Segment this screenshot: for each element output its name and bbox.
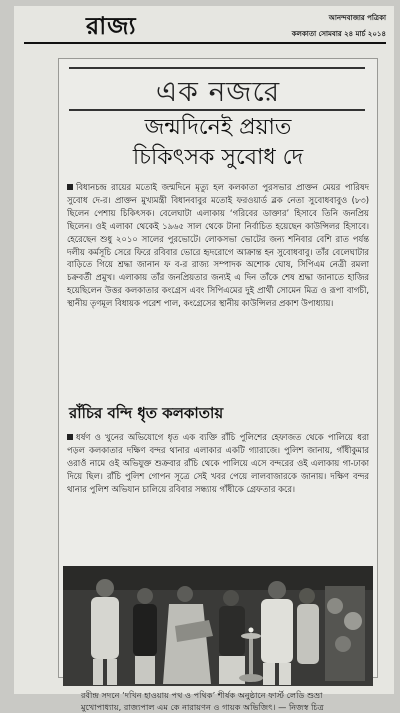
story2-text: ধর্ষণ ও খুনের অভিযোগে ধৃত এক ব্যক্তি রাঁচি পুলিশের হেফাজত থেকে পালিয়ে ধরা পড়ল কলকাতার দক্ষিণ বন্দর থানার এলাকার একটি গ্যারাজে। পুলিশ জানায়, গাঁধীকুমার ওরাওঁ নামে ওই অভিযুক্ত শুক্রবার রাঁচি থেকে পালিয়ে এসে বন্দরের ওই এলাকায় গা-ঢাকা দিয়ে ছিল। রাঁচি পুলিশ গোপন সূত্রে সেই খবর পেয়ে লালবাজারকে জানায়। দক্ষিণ বন্দর থানার পুলিশ অভিযান চালিয়ে রবিবার সন্ধ্যায় গাঁধীকে গ্রেফতার করে। [67, 432, 369, 494]
dateline: কলকাতা সোমবার ২৪ মার্চ ২০১৪ [291, 30, 386, 38]
story1-headline-line2: চিকিৎসক সুবোধ দে [132, 145, 304, 170]
story2-body [67, 431, 369, 565]
column-banner: এক নজরে [155, 75, 281, 108]
banner-rule-top [69, 67, 365, 69]
masthead-rule [24, 42, 386, 44]
event-photo [63, 566, 373, 686]
event-photo-image [63, 566, 373, 686]
news-clipping [58, 58, 378, 712]
newspaper-name: আনন্দবাজার পত্রিকা [328, 14, 386, 22]
bullet-square-icon [67, 434, 73, 440]
story1-headline [59, 113, 377, 173]
story1-body [67, 181, 369, 391]
photo-caption: রবীন্দ্র সদনে ‘দখিন হাওয়ায় পথ ও পথিক’ শীর্ষক অনুষ্ঠানে ফার্স্ট লেডি শুভ্রা মুখোপাধ্যায়, রাজ্যপাল এম কে নারায়ণন ও গায়ক অভিজিৎ। — নিজস্ব চিত্র [81, 690, 324, 712]
bullet-square-icon [67, 184, 73, 190]
story1-headline-line1: জন্মদিনেই প্রয়াত [144, 115, 292, 140]
masthead [14, 6, 394, 42]
story1-text: বিধানচন্দ্র রায়ের মতোই জন্মদিনে মৃত্যু হল কলকাতা পুরসভার প্রাক্তন মেয়র পারিষদ সুবোধ দে-র। প্রাক্তন মুখ্যমন্ত্রী বিধানবাবুর মতোই ফরওয়ার্ড ব্লক নেতা সুবোধবাবুও (৮৩) ছিলেন পেশায় চিকিৎসক। বেলেঘাটা এলাকায় ‘গরিবের ডাক্তার’ হিসাবে তিনি জনপ্রিয় ছিলেন। ওই এলাকা থেকেই ১৯৬৫ সাল থেকে টানা নির্বাচিত হয়েছেন কাউন্সিলর হিসাবে। হেরেছেন শুধু ২০১০ সালের পুরভোটে। লোকসভা ভোটের জন্য শনিবার বেশি রাত পর্যন্ত দলীয় কর্মসূচি সেরে ফিরে রবিবার ভোরে হৃদরোগে আক্রান্ত হন সুবোধবাবু। তাঁর বেলেঘাটার বাড়িতে গিয়ে শ্রদ্ধা জানান ফ ব-র রাজ্য সম্পাদক অশোক ঘোষ, সিপিএম নেত্রী রমলা চক্রবর্তী প্রমুখ। এলাকায় তাঁর জনপ্রিয়তার জন্যই এ দিন তাঁকে শেষ শ্রদ্ধা জানাতে হাজির হয়েছিলেন উত্তর কলকাতার কংগ্রেস এবং সিপিএমের দুই প্রার্থী সোমেন মিত্র ও রূপা বাগচী, স্থানীয় তৃণমূল বিধায়ক পরেশ পাল, কংগ্রেসের স্থানীয় কাউন্সিলর প্রকাশ উপাধ্যায়। [67, 182, 369, 309]
newspaper-page [14, 6, 394, 712]
banner-rule-bottom [69, 109, 365, 111]
story2-headline: রাঁচির বন্দি ধৃত কলকাতায় [69, 404, 224, 422]
section-title: রাজ্য [86, 12, 137, 40]
